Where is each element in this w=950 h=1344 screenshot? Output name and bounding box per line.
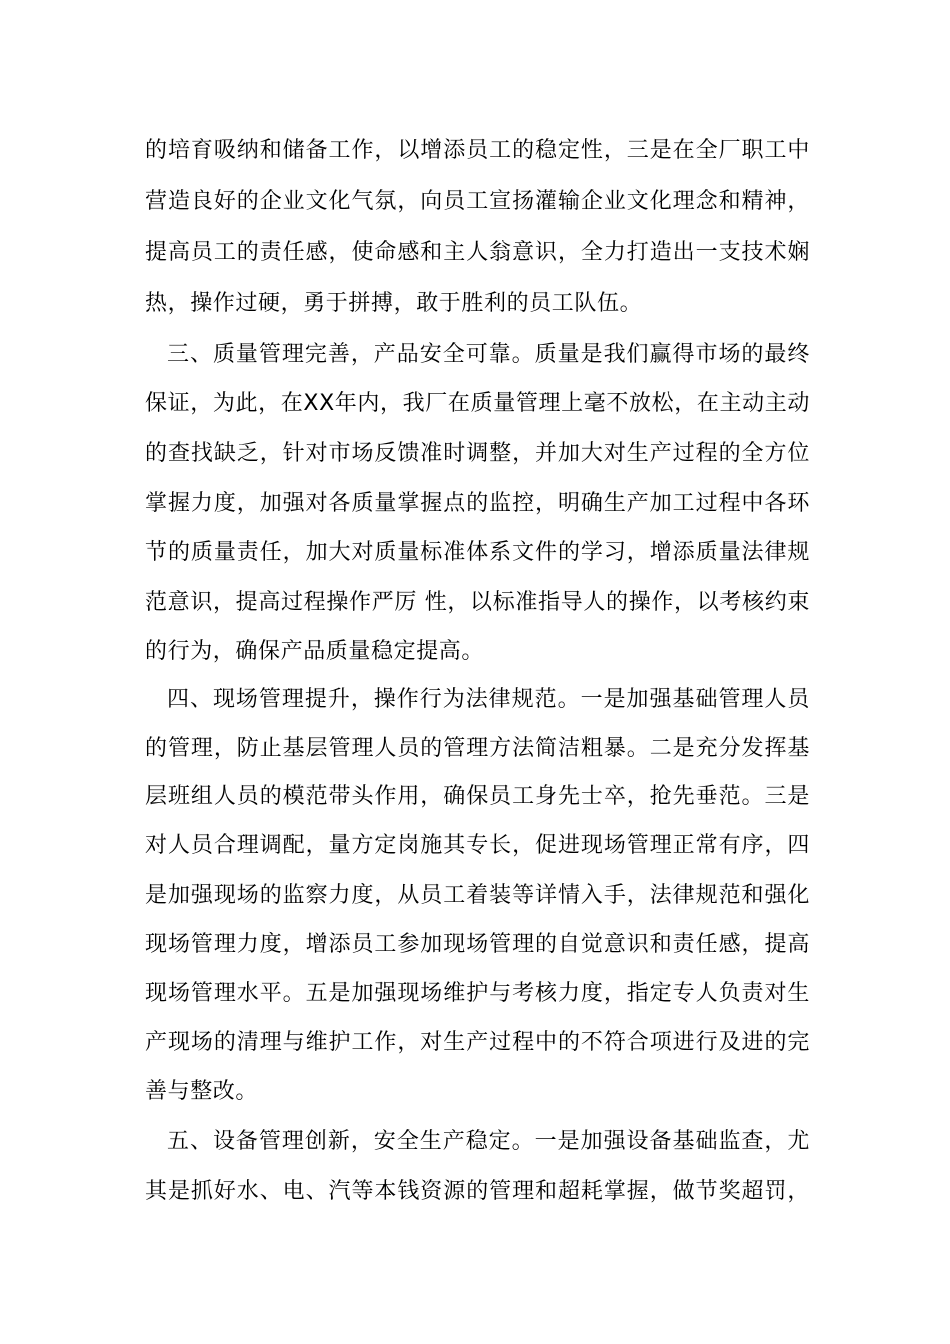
text-line: 范意识，提高过程操作严厉 性，以标准指导人的操作，以考核约束 (145, 590, 810, 615)
text-line: 对人员合理调配，量方定岗施其专长，促进现场管理正常有序，四 (145, 833, 810, 858)
text-line: 层班组人员的模范带头作用，确保员工身先士卒，抢先垂范。三是 (145, 784, 810, 809)
text-line: 的培育吸纳和储备工作，以增添员工的稳定性，三是在全厂职工中 (145, 138, 810, 163)
text-line: 产现场的清理与维护工作，对生产过程中的不符合项进行及进的完 (145, 1030, 810, 1055)
text-line: 的行为，确保产品质量稳定提高。 (145, 639, 485, 664)
text-line: 提高员工的责任感，使命感和主人翁意识，全力打造出一支技术娴 (145, 240, 810, 265)
text-line: 节的质量责任，加大对质量标准体系文件的学习，增添质量法律规 (145, 540, 810, 565)
text-line: 是加强现场的监察力度，从员工着装等详情入手，法律规范和强化 (145, 883, 810, 908)
text-line: 现场管理水平。五是加强现场维护与考核力度，指定专人负责对生 (145, 981, 810, 1006)
text-line: 的查找缺乏，针对市场反馈准时调整，并加大对生产过程的全方位 (145, 441, 810, 466)
paragraph-heading-line: 四、现场管理提升，操作行为法律规范。一是加强基础管理人员 (167, 687, 810, 712)
text-line: 的管理，防止基层管理人员的管理方法简洁粗暴。二是充分发挥基 (145, 736, 810, 761)
paragraph-heading-line: 三、质量管理完善，产品安全可靠。质量是我们赢得市场的最终 (167, 342, 810, 367)
text-line: 保证，为此，在XX年内，我厂在质量管理上毫不放松，在主动主动 (145, 391, 810, 416)
text-line: 其是抓好水、电、汽等本钱资源的管理和超耗掌握，做节奖超罚， (145, 1179, 810, 1204)
text-line: 热，操作过硬，勇于拼搏，敢于胜利的员工队伍。 (145, 291, 643, 316)
text-line: 掌握力度，加强对各质量掌握点的监控，明确生产加工过程中各环 (145, 491, 810, 516)
text-line: 现场管理力度，增添员工参加现场管理的自觉意识和责任感，提高 (145, 932, 810, 957)
text-line: 营造良好的企业文化气氛，向员工宣扬灌输企业文化理念和精神， (145, 189, 810, 214)
paragraph-heading-line: 五、设备管理创新，安全生产稳定。一是加强设备基础监查，尤 (167, 1129, 810, 1154)
text-line: 善与整改。 (145, 1079, 259, 1104)
